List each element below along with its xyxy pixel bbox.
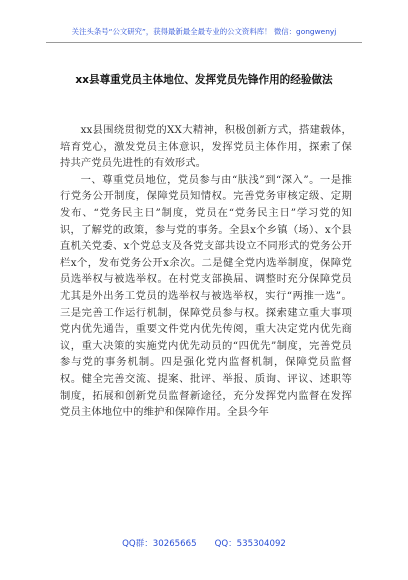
document-body xyxy=(60,122,352,421)
header-divider xyxy=(46,42,362,43)
footer-qq-group: QQ群：30265665 xyxy=(122,539,197,549)
paragraph-section-1: 一、尊重党员地位，党员参与由“肤浅”到“深入”。一是推行党务公开制度，保障党员知情权。完善党务审核定级、定期发布、“党务民主日”制度，党员在“党务民主日”学习党的知识，了解党的政策，参与党的事务。全县x个乡镇（场）、x个县直机关党委、x个党总支及各党支部共设立不同形式的党务公开栏x个，发布党务公开x余次。二是健全党内选举制度，保障党员选举权与被选举权。在村党支部换届、调整时充分保障党员尤其是外出务工党员的选举权与被选举权，实行“两推一选”。三是完善工作运行机制，保障党员参与权。探索建立重大事项党内优先通告，重要文件党内优先传阅，重大决定党内优先商议，重大决策的实施党内优先动员的“四优先”制度，完善党员参与党的事务机制。四是强化党内监督机制，保障党员监督权。健全完善交流、提案、批评、举报、质询、评议、述职等制度，拓展和创新党员监督新途径，充分发挥党内监督在发挥党员主体地位中的维护和保障作用。全县今年 xyxy=(60,173,352,419)
header-banner: 关注头条号“公文研究”，获得最新最全最专业的公文资料库！ 微信：gongwenyj xyxy=(71,27,337,36)
paragraph-intro: xx县围绕贯彻党的XX大精神，积极创新方式，搭建载体，培育党心，激发党员主体意识，发挥党员主体作用，探索了保持共产党员先进性的有效形式。 xyxy=(60,124,352,170)
footer-contacts xyxy=(0,537,408,549)
document-title: xx县尊重党员主体地位、发挥党员先锋作用的经验做法 xyxy=(75,74,333,86)
footer-qq: QQ：535304092 xyxy=(214,539,286,549)
